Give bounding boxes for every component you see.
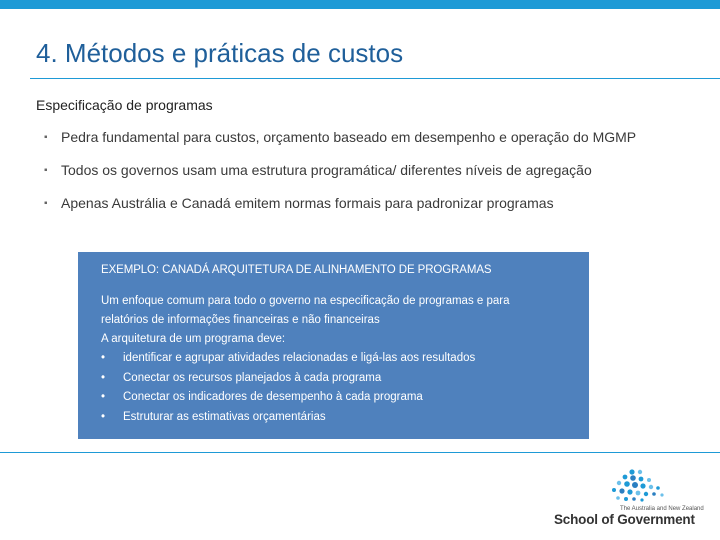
example-bullet-marker: • [101,410,106,423]
bullet-text: Apenas Austrália e Canadá emitem normas formais para padronizar programas [61,195,554,211]
example-list-text: Conectar os recursos planejados à cada programa [123,371,382,384]
bullet-marker: ▪ [44,165,48,176]
example-title: EXEMPLO: CANADÁ ARQUITETURA DE ALINHAMENTO DE PROGRAMAS [101,264,492,276]
title-divider [30,78,720,79]
dot-cluster-logo-icon [592,468,672,508]
example-bullet-marker: • [101,391,106,403]
example-list-item [101,369,567,389]
example-list-item [101,408,567,428]
example-list-text: Conectar os indicadores de desempenho à cada programa [123,391,423,403]
section-heading: Especificação de programas [36,97,213,113]
example-list [101,349,567,427]
bullet-text: Todos os governos usam uma estrutura programática/ diferentes níveis de agregação [61,162,592,178]
bullet-item [44,128,694,147]
bullet-item [44,194,694,213]
school-of-government-logo [552,468,712,530]
bullet-list [44,128,694,227]
slide-title: 4. Métodos e práticas de custos [36,38,404,68]
example-list-text: Estruturar as estimativas orçamentárias [123,410,326,423]
logo-wordmark: School of Government [554,512,695,527]
footer-divider [0,452,720,453]
example-list-item [101,349,567,369]
logo-tagline: The Australia and New Zealand [620,506,704,512]
bullet-text: Pedra fundamental para custos, orçamento baseado em desempenho e operação do MGMP [61,129,637,145]
example-text-line: relatórios de informações financeiras e não financeiras [101,314,380,326]
example-callout-box [78,252,589,439]
example-list-item [101,388,567,408]
example-bullet-marker: • [101,352,106,364]
bullet-marker: ▪ [44,132,48,143]
top-accent-bar [0,0,720,9]
bullet-item [44,161,694,180]
example-list-text: identificar e agrupar atividades relacionadas e ligá-las aos resultados [123,352,476,364]
example-text-line: A arquitetura de um programa deve: [101,333,286,345]
bullet-marker: ▪ [44,198,48,209]
example-text-line: Um enfoque comum para todo o governo na especificação de programas e para [101,295,510,307]
example-bullet-marker: • [101,371,106,384]
